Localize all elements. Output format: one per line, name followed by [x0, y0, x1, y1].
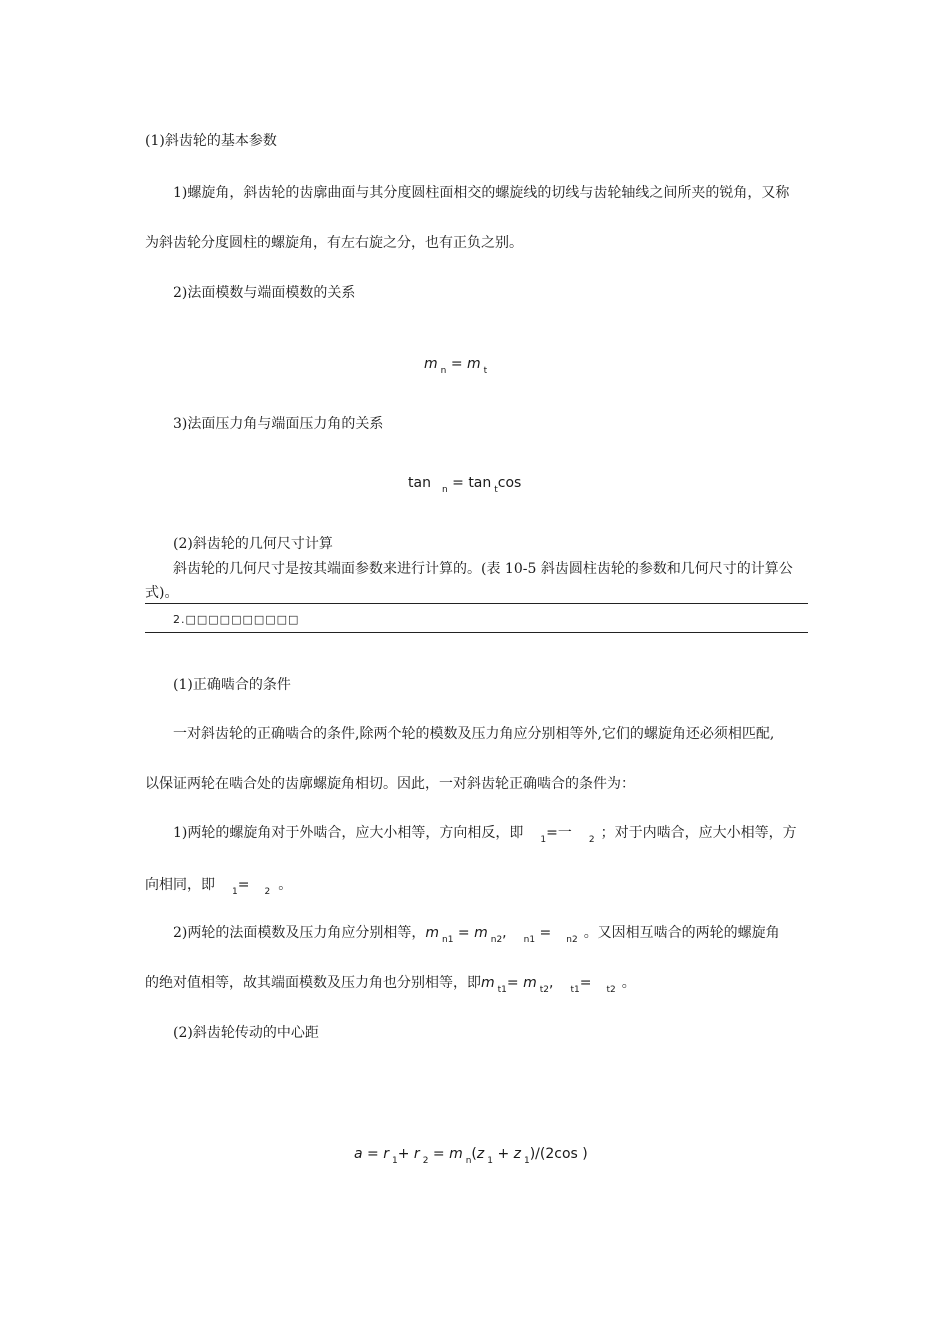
equation-pressure-angles: tan $_n$ = tan $_t$cos [408, 475, 522, 495]
heading-geometry: (2)斜齿轮的几何尺寸计算 [173, 536, 333, 552]
divider-bottom [145, 632, 808, 633]
para-geometry-line1: 斜齿轮的几何尺寸是按其端面参数来进行计算的。(表 10-5 斜齿圆柱齿轮的参数和几何尺寸的计算公 [173, 561, 793, 577]
heading-center-distance: (2)斜齿轮传动的中心距 [173, 1025, 319, 1041]
heading-meshing-condition: (1)正确啮合的条件 [173, 677, 291, 693]
para-helix-angle-line1: 1)螺旋角，斜齿轮的齿廓曲面与其分度圆柱面相交的螺旋线的切线与齿轮轴线之间所夹的锐角，又称 [173, 185, 790, 201]
para-meshing-line2: 以保证两轮在啮合处的齿廓螺旋角相切。因此，一对斜齿轮正确啮合的条件为： [145, 776, 635, 792]
heading-basic-params: (1)斜齿轮的基本参数 [145, 133, 277, 149]
para-meshing-line1: 一对斜齿轮的正确啮合的条件,除两个轮的模数及压力角应分别相等外,它们的螺旋角还必须相匹配, [173, 726, 775, 742]
condition-module-line1: 2)两轮的法面模数及压力角应分别相等，m $_{n1}$ = m $_{n2}$, $_{n1}$ = $_{n2}$ 。又因相互啮合的两轮的螺旋角 [173, 925, 780, 945]
equation-center-distance: a = r $_1$+ r $_2$ = m $_n$(z $_1$ + z $_1$)/(2cos ) [354, 1146, 588, 1166]
condition-helix-line1: 1)两轮的螺旋角对于外啮合，应大小相等，方向相反，即 $_1$=一 $_2$ ；对于内啮合，应大小相等，方 [173, 825, 797, 845]
equation-modules: m $_n$ = m $_t$ [424, 356, 488, 376]
para-pressure-angle: 3)法面压力角与端面压力角的关系 [173, 416, 384, 432]
divider-top [145, 603, 808, 604]
condition-module-line2: 的绝对值相等，故其端面模数及压力角也分别相等，即m $_{t1}$= m $_{t2}$, $_{t1}$= $_{t2}$ 。 [145, 975, 636, 995]
para-helix-angle-line2: 为斜齿轮分度圆柱的螺旋角，有左右旋之分，也有正负之别。 [145, 235, 523, 251]
para-normal-module: 2)法面模数与端面模数的关系 [173, 285, 356, 301]
section-band-title: 2.□□□□□□□□□□ [173, 613, 300, 626]
para-geometry-line2: 式)。 [145, 585, 179, 601]
condition-helix-line2: 向相同，即 $_1$= $_2$ 。 [145, 877, 293, 897]
